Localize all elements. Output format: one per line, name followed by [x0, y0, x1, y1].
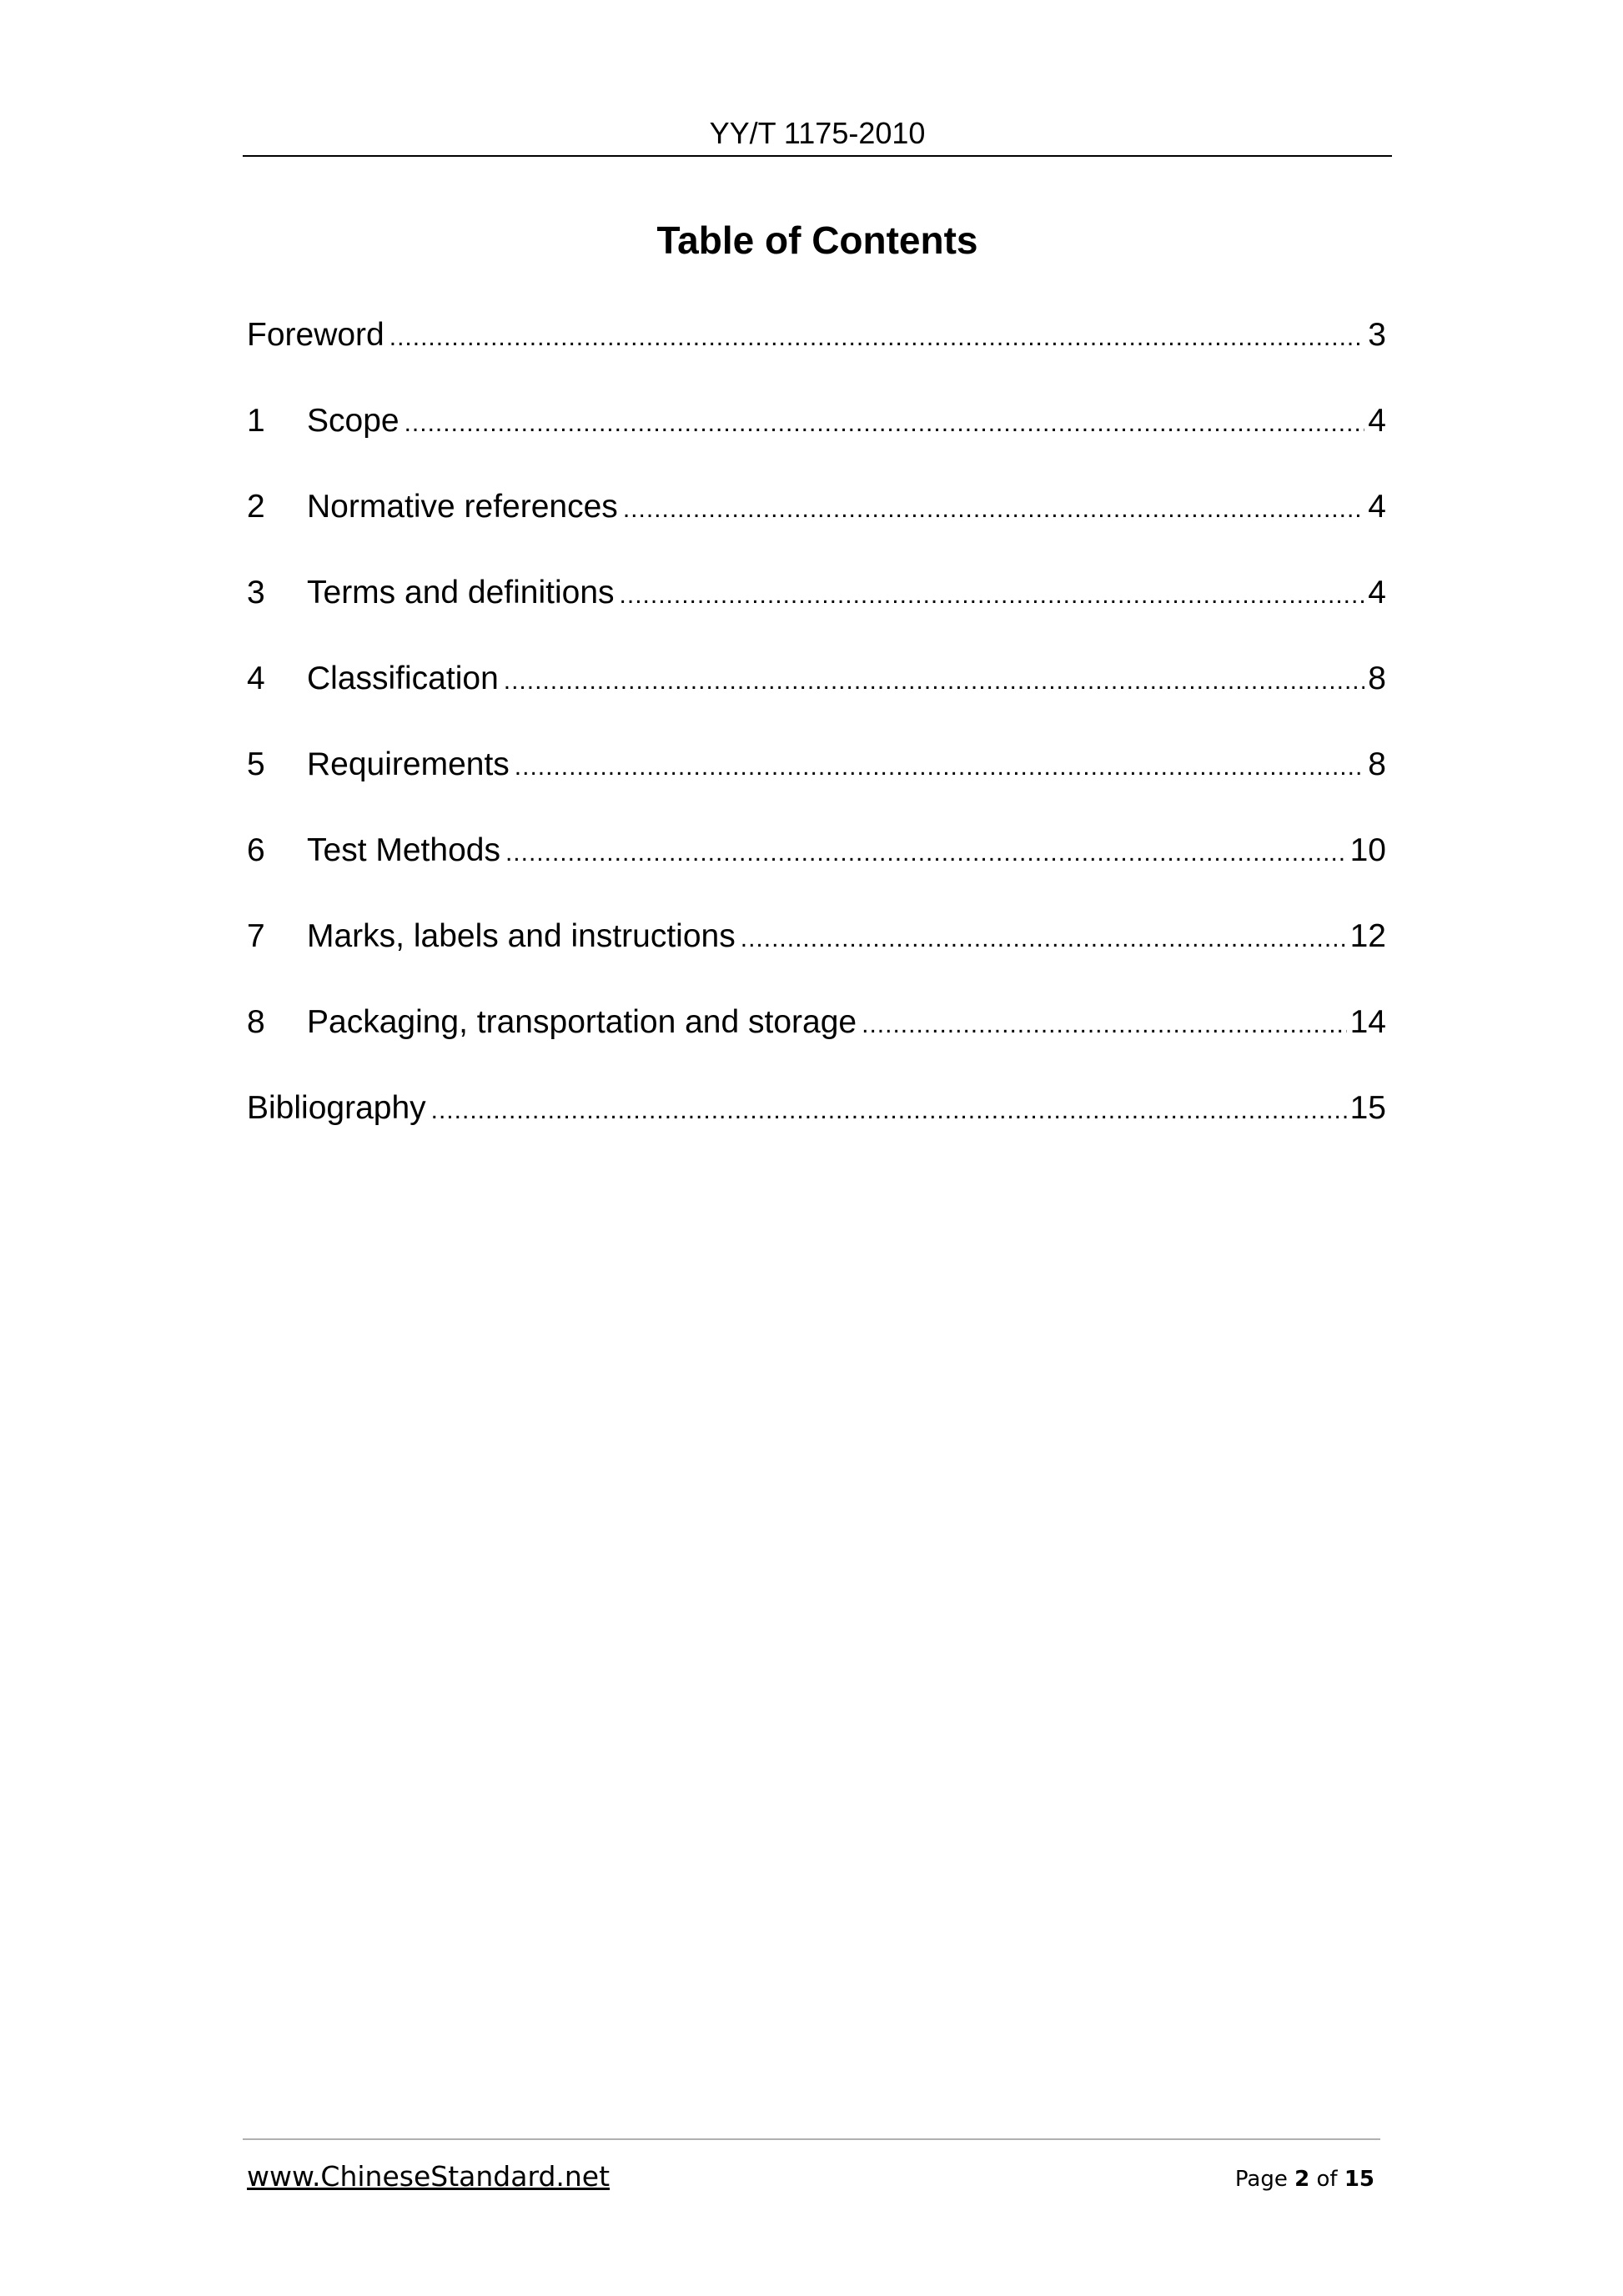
toc-entry-label: Marks, labels and instructions — [307, 918, 736, 954]
toc-entry-number: 4 — [247, 661, 265, 696]
toc-entry-requirements[interactable] — [247, 740, 1386, 826]
toc-entry-number: 2 — [247, 489, 265, 525]
toc-entry-label: Scope — [307, 403, 399, 439]
toc-entry-label: Test Methods — [307, 832, 500, 868]
total-pages: 15 — [1344, 2167, 1374, 2192]
toc-entry-page: 14 — [1349, 1004, 1386, 1040]
toc-entry-page: 10 — [1349, 832, 1386, 868]
toc-entry-number: 1 — [247, 403, 265, 439]
toc-entry-marks-labels-instructions[interactable] — [247, 912, 1386, 997]
table-of-contents — [247, 310, 1386, 1169]
toc-dot-leader — [431, 1086, 1347, 1136]
toc-entry-label: Foreword — [247, 317, 384, 353]
toc-entry-label: Terms and definitions — [307, 575, 615, 610]
toc-entry-number: 7 — [247, 918, 265, 954]
toc-dot-leader — [623, 485, 1364, 535]
toc-dot-leader — [404, 399, 1365, 449]
toc-entry-bibliography[interactable] — [247, 1083, 1386, 1169]
current-page: 2 — [1294, 2167, 1310, 2192]
toc-entry-label: Classification — [307, 661, 499, 696]
toc-entry-classification[interactable] — [247, 654, 1386, 740]
toc-entry-scope[interactable] — [247, 396, 1386, 482]
toc-entry-page: 4 — [1368, 489, 1386, 525]
toc-entry-foreword[interactable] — [247, 310, 1386, 396]
toc-dot-leader — [505, 828, 1347, 878]
toc-title: Table of Contents — [656, 219, 978, 262]
toc-dot-leader — [862, 1000, 1347, 1050]
page-prefix: Page — [1234, 2167, 1288, 2192]
footer-divider — [243, 2138, 1380, 2140]
toc-entry-packaging-transportation-storage[interactable] — [247, 997, 1386, 1083]
toc-dot-leader — [515, 742, 1365, 792]
toc-dot-leader — [741, 914, 1347, 964]
toc-entry-number: 5 — [247, 746, 265, 782]
toc-entry-terms-and-definitions[interactable] — [247, 568, 1386, 654]
toc-entry-number: 3 — [247, 575, 265, 610]
toc-dot-leader — [504, 656, 1365, 706]
toc-entry-page: 8 — [1368, 661, 1386, 696]
page-of: of — [1316, 2167, 1338, 2192]
toc-entry-page: 12 — [1349, 918, 1386, 954]
toc-dot-leader — [620, 570, 1365, 620]
toc-dot-leader — [389, 313, 1365, 363]
toc-entry-normative-references[interactable] — [247, 482, 1386, 568]
toc-entry-page: 4 — [1368, 575, 1386, 610]
toc-entry-test-methods[interactable] — [247, 826, 1386, 912]
document-code: YY/T 1175-2010 — [709, 116, 926, 150]
page-number — [1235, 2165, 1374, 2193]
toc-entry-number: 6 — [247, 832, 265, 868]
toc-entry-number: 8 — [247, 1004, 265, 1040]
toc-entry-page: 15 — [1349, 1090, 1386, 1126]
toc-entry-page: 3 — [1368, 317, 1386, 353]
page-header — [243, 110, 1392, 157]
toc-entry-label: Normative references — [307, 489, 618, 525]
toc-entry-label: Packaging, transportation and storage — [307, 1004, 857, 1040]
toc-entry-page: 4 — [1368, 403, 1386, 439]
toc-entry-label: Bibliography — [247, 1090, 426, 1126]
toc-entry-page: 8 — [1368, 746, 1386, 782]
website-link[interactable]: www.ChineseStandard.net — [247, 2160, 611, 2193]
toc-entry-label: Requirements — [307, 746, 510, 782]
